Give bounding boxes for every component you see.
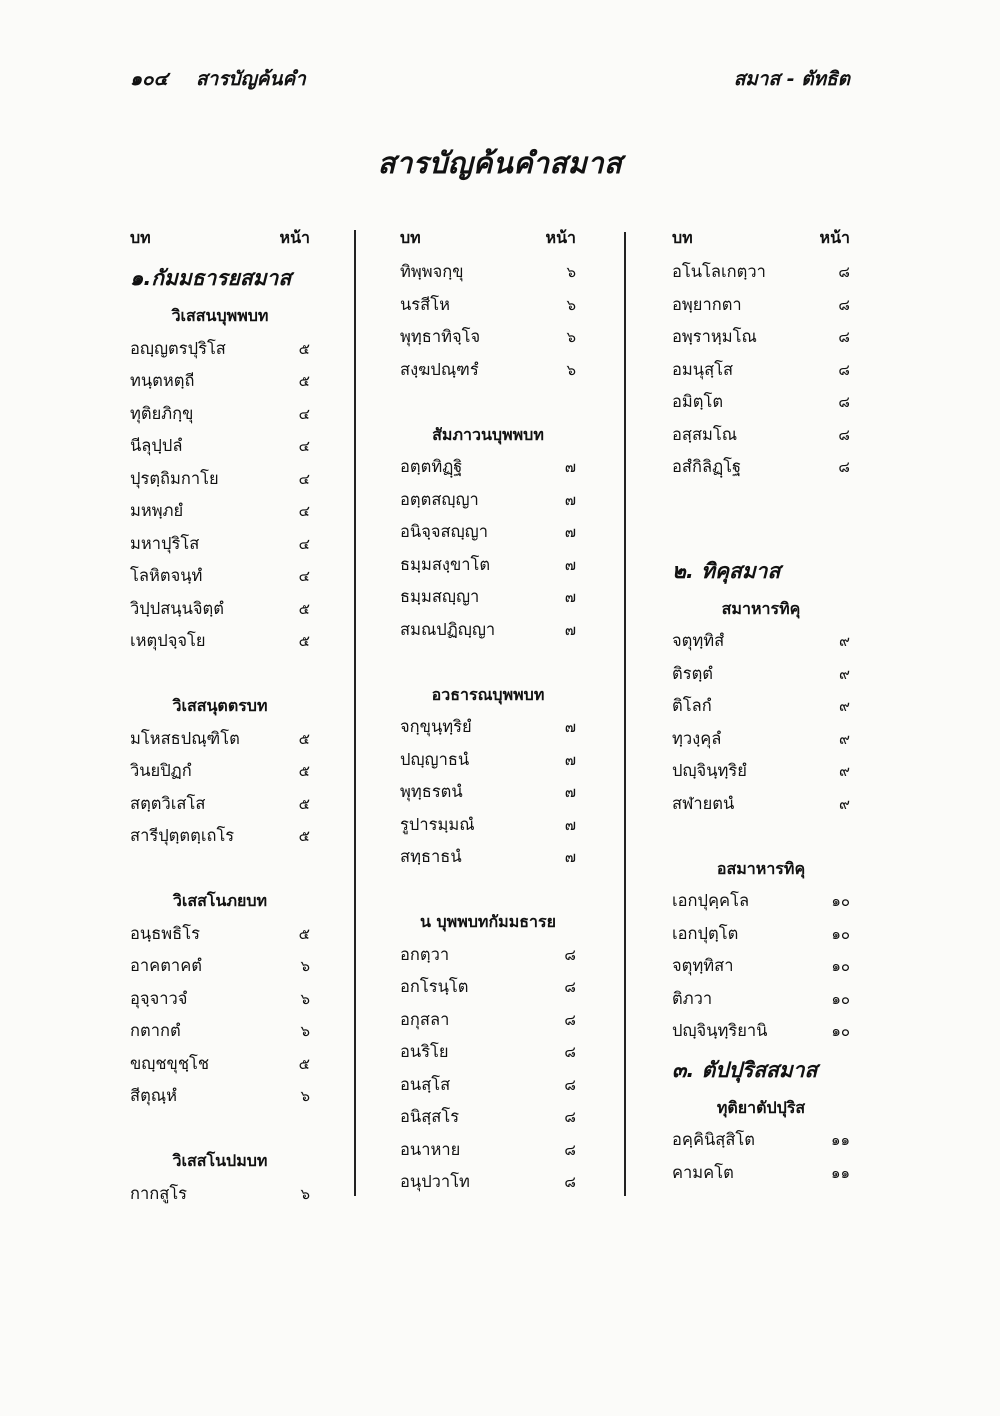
entry-term: จตุทฺทิสํ [672,631,725,651]
entry-term: อมนุสฺโส [672,359,734,379]
spacer [130,853,310,886]
index-entry [672,625,850,658]
entry-term: ติโลกํ [672,696,712,716]
entry-term: นีลุปฺปลํ [130,436,183,456]
index-entry [400,971,576,1004]
subsection-heading: วิเสสโนภยบท [172,891,268,910]
entry-term: กตากตํ [130,1021,181,1041]
column-divider [354,230,356,1196]
entry-page-number: ๘ [838,328,850,347]
entry-page-number: ๗ [564,718,576,737]
section-range: สมาส - ตัทธิต [733,68,850,90]
index-entry [672,289,850,322]
term-header: บท [672,228,693,247]
term-header: บท [130,228,151,247]
column-divider [624,232,626,1196]
index-entry [400,1004,576,1037]
page-header: หน้า [819,228,850,247]
entry-page-number: ๔ [298,404,310,423]
entry-term: นรสีโห [400,294,450,314]
entry-term: ธมฺมสงฺขาโต [400,554,491,574]
entry-page-number: ๗ [564,750,576,769]
page-title: สารบัญค้นคำสมาส [377,146,623,180]
index-entry [672,1124,850,1157]
entry-term: สฬายตนํ [672,793,735,813]
index-entry [130,1080,310,1113]
subsection-heading: สัมภาวนบุพพบท [432,424,544,444]
entry-term: อนิจฺจสญฺญา [400,522,488,542]
entry-page-number: ๔ [298,437,310,456]
spacer [672,516,850,549]
index-entry [400,289,576,322]
entry-term: อนฺธพธิโร [130,923,200,943]
index-entry [672,419,850,452]
entry-page-number: ๘ [838,425,850,444]
term-header: บท [400,228,421,247]
index-entry [672,451,850,484]
entry-page-number: ๖ [300,957,310,976]
index-entry [130,1048,310,1081]
entry-term: อโนโลเกตฺวา [672,262,766,282]
entry-term: โลหิตจนฺทํ [130,566,203,586]
index-entry [672,918,850,951]
entry-term: อนริโย [400,1042,449,1062]
entry-term: อสฺสมโณ [672,424,738,444]
entry-list [400,256,576,1199]
entry-page-number: ๙ [839,729,850,748]
entry-page-number: ๘ [838,295,850,314]
entry-page-number: ๕ [298,339,310,358]
entry-page-number: ๕ [298,794,310,813]
entry-term: อาคตาคตํ [130,956,202,976]
index-entry [672,1157,850,1190]
index-entry [130,950,310,983]
entry-page-number: ๗ [564,490,576,509]
index-entry [130,918,310,951]
section-heading: ๑.กัมมธารยสมาส [130,266,292,290]
entry-page-number: ๕ [298,762,310,781]
index-entry [130,333,310,366]
spacer [130,658,310,691]
entry-term: อนิสฺสโร [400,1107,460,1127]
entry-term: ปญฺจินฺทฺริยํ [672,761,747,781]
entry-page-number: ๗ [564,848,576,867]
entry-term: ทนฺตหตฺถี [130,371,195,391]
entry-term: อนสฺโส [400,1074,451,1094]
entry-term: มโหสธปณฺฑิโต [130,728,240,748]
entry-term: ปญฺจินฺทฺริยานิ [672,1021,768,1041]
index-entry [672,885,850,918]
entry-term: วิปฺปสนฺนจิตฺตํ [130,598,224,618]
index-entry [130,1178,310,1211]
entry-term: อตฺตทิฏฺฐิ [400,457,463,477]
index-entry [672,386,850,419]
index-entry [130,430,310,463]
entry-term: สงฺฆปณฺฑรํ [400,359,479,379]
entry-page-number: ๘ [564,1075,576,1094]
entry-page-number: ๘ [564,1173,576,1192]
entry-page-number: ๙ [839,794,850,813]
subsection-heading: วิเสสนุตตรบท [172,696,268,715]
index-column-2 [400,226,576,1199]
index-entry [130,560,310,593]
index-entry [400,776,576,809]
spacer [130,1113,310,1146]
subsection-heading: วิเสสโนปมบท [172,1151,268,1170]
entry-term: อตฺตสญฺญา [400,489,479,509]
entry-page-number: ๗ [564,523,576,542]
index-entry [400,809,576,842]
index-entry [400,451,576,484]
entry-term: สทฺธาธนํ [400,847,462,867]
entry-page-number: ๑๐ [831,989,850,1008]
entry-term: คามคโต [672,1162,734,1182]
index-entry [400,614,576,647]
index-entry [672,788,850,821]
index-entry [672,354,850,387]
spacer [672,484,850,517]
entry-page-number: ๑๑ [830,1163,850,1182]
spacer [400,386,576,419]
subsection-heading: อสมาหารทิคุ [716,858,806,878]
entry-term: ปุรตฺถิมกาโย [130,468,219,488]
entry-term: อุจฺจาวจํ [130,988,188,1008]
entry-term: อกโรนฺโต [400,977,469,997]
entry-term: ติภวา [672,988,713,1008]
index-entry [672,658,850,691]
entry-page-number: ๙ [839,697,850,716]
entry-term: อพฺยากตา [672,294,742,314]
entry-page-number: ๔ [298,534,310,553]
entry-page-number: ๖ [566,263,576,282]
entry-term: พุทฺธาทิจฺโจ [400,327,481,347]
entry-term: สตฺตวิเสโส [130,793,206,813]
spacer [400,646,576,679]
entry-page-number: ๑๐ [831,892,850,911]
index-entry [130,983,310,1016]
column-header [672,226,850,256]
entry-term: อสํกิลิฏฺโฐ [672,457,742,477]
entry-page-number: ๘ [564,978,576,997]
entry-page-number: ๙ [839,664,850,683]
subsection-heading: น บุพพบทกัมมธารย [420,912,556,931]
entry-page-number: ๘ [564,945,576,964]
entry-term: จตุทฺทิสา [672,956,734,976]
index-entry [672,983,850,1016]
index-entry [130,398,310,431]
entry-page-number: ๖ [566,328,576,347]
index-entry [400,744,576,777]
index-entry [400,581,576,614]
entry-page-number: ๗ [564,555,576,574]
entry-term: ธมฺมสญฺญา [400,587,480,607]
index-entry [672,321,850,354]
entry-term: อญฺญตรปุริโส [130,338,226,358]
entry-term: อกตฺวา [400,944,450,964]
index-entry [400,354,576,387]
entry-term: ขญฺชขุชฺโช [130,1053,210,1073]
entry-term: เหตุปจฺจโย [130,631,206,651]
index-entry [130,365,310,398]
index-entry [130,723,310,756]
entry-term: ปญฺญาธนํ [400,749,470,769]
entry-page-number: ๗ [564,783,576,802]
entry-term: อนาหาย [400,1139,461,1159]
entry-page-number: ๗ [564,458,576,477]
entry-term: อนุปวาโท [400,1172,470,1192]
index-entry [672,690,850,723]
index-entry [400,1101,576,1134]
entry-page-number: ๖ [300,1087,310,1106]
entry-page-number: ๑๐ [831,1022,850,1041]
index-entry [672,1015,850,1048]
index-entry [400,1069,576,1102]
entry-term: จกฺขุนฺทฺริยํ [400,717,472,737]
index-column-1 [130,226,310,1210]
entry-term: พุทฺธรตนํ [400,782,463,802]
page-header: หน้า [279,228,310,247]
index-entry [130,1015,310,1048]
entry-page-number: ๘ [838,393,850,412]
entry-page-number: ๕ [298,632,310,651]
entry-page-number: ๗ [564,815,576,834]
entry-term: มหาปุริโส [130,533,200,553]
index-entry [130,755,310,788]
entry-term: เอกปุคฺคโล [672,891,750,911]
entry-page-number: ๖ [300,1184,310,1203]
entry-page-number: ๔ [298,502,310,521]
entry-page-number: ๖ [300,1022,310,1041]
entry-term: กากสูโร [130,1183,188,1203]
index-entry [130,463,310,496]
entry-page-number: ๘ [564,1010,576,1029]
entry-page-number: ๕ [298,1054,310,1073]
entry-page-number: ๑๑ [830,1131,850,1150]
entry-page-number: ๗ [564,588,576,607]
index-entry [400,939,576,972]
entry-term: รูปารมฺมณํ [400,814,475,834]
index-entry [672,723,850,756]
entry-page-number: ๑๐ [831,957,850,976]
entry-page-number: ๘ [564,1140,576,1159]
entry-term: สมณปฏิญฺญา [400,619,496,639]
index-entry [400,1134,576,1167]
entry-term: อมิตฺโต [672,392,724,412]
entry-page-number: ๕ [298,372,310,391]
entry-page-number: ๑๐ [831,924,850,943]
index-entry [400,321,576,354]
entry-page-number: ๕ [298,827,310,846]
entry-term: อคฺคินิสฺสิโต [672,1130,755,1150]
page-number: ๑๐๔ [130,68,169,90]
column-header [400,226,576,256]
entry-term: สีตุณฺหํ [130,1086,177,1106]
index-entry [130,528,310,561]
index-entry [400,711,576,744]
index-entry [400,549,576,582]
index-entry [672,950,850,983]
entry-term: วินยปิฏกํ [130,761,192,781]
section-heading: ๓. ตัปปุริสสมาส [672,1057,818,1082]
entry-term: เอกปุตฺโต [672,923,739,943]
entry-term: ทิพฺพจกฺขุ [400,262,464,282]
entry-page-number: ๔ [298,567,310,586]
subsection-heading: สมาหารทิคุ [721,598,801,618]
index-entry [130,593,310,626]
entry-page-number: ๙ [839,632,850,651]
index-entry [672,256,850,289]
index-entry [400,1036,576,1069]
index-column-3 [672,226,850,1189]
entry-page-number: ๘ [838,360,850,379]
running-header-left [130,64,306,94]
book-title: สารบัญค้นคำ [196,68,306,90]
entry-page-number: ๙ [839,762,850,781]
entry-term: ทุติยภิกฺขุ [130,403,194,423]
index-entry [400,1166,576,1199]
index-entry [130,625,310,658]
index-entry [130,820,310,853]
entry-page-number: ๖ [300,989,310,1008]
index-entry [400,841,576,874]
spacer [400,874,576,907]
entry-term: อพฺราหฺมโณ [672,327,757,347]
subsection-heading: ทุติยาตัปปุริส [716,1097,806,1117]
entry-term: อกุสลา [400,1009,450,1029]
index-entry [130,788,310,821]
entry-page-number: ๕ [298,729,310,748]
subsection-heading: วิเสสนบุพพบท [171,306,269,325]
column-header [130,226,310,256]
entry-page-number: ๗ [564,620,576,639]
index-entry [672,755,850,788]
index-entry [130,495,310,528]
entry-term: สารีปุตฺตตฺเถโร [130,826,235,846]
entry-term: ทฺวงฺคุลํ [672,728,722,748]
page-header: หน้า [545,228,576,247]
index-entry [400,256,576,289]
subsection-heading: อวธารณบุพพบท [431,684,545,704]
entry-page-number: ๘ [564,1043,576,1062]
entry-page-number: ๘ [838,458,850,477]
entry-page-number: ๖ [566,295,576,314]
entry-page-number: ๘ [838,263,850,282]
spacer [672,820,850,853]
entry-list [672,256,850,1189]
entry-term: ติรตฺตํ [672,663,714,683]
entry-page-number: ๕ [298,599,310,618]
entry-page-number: ๘ [564,1108,576,1127]
entry-page-number: ๖ [566,360,576,379]
index-entry [400,516,576,549]
entry-term: มหพฺภยํ [130,501,184,521]
entry-page-number: ๕ [298,924,310,943]
index-entry [400,484,576,517]
section-heading: ๒. ทิคุสมาส [672,558,781,583]
entry-list [130,256,310,1210]
entry-page-number: ๔ [298,469,310,488]
